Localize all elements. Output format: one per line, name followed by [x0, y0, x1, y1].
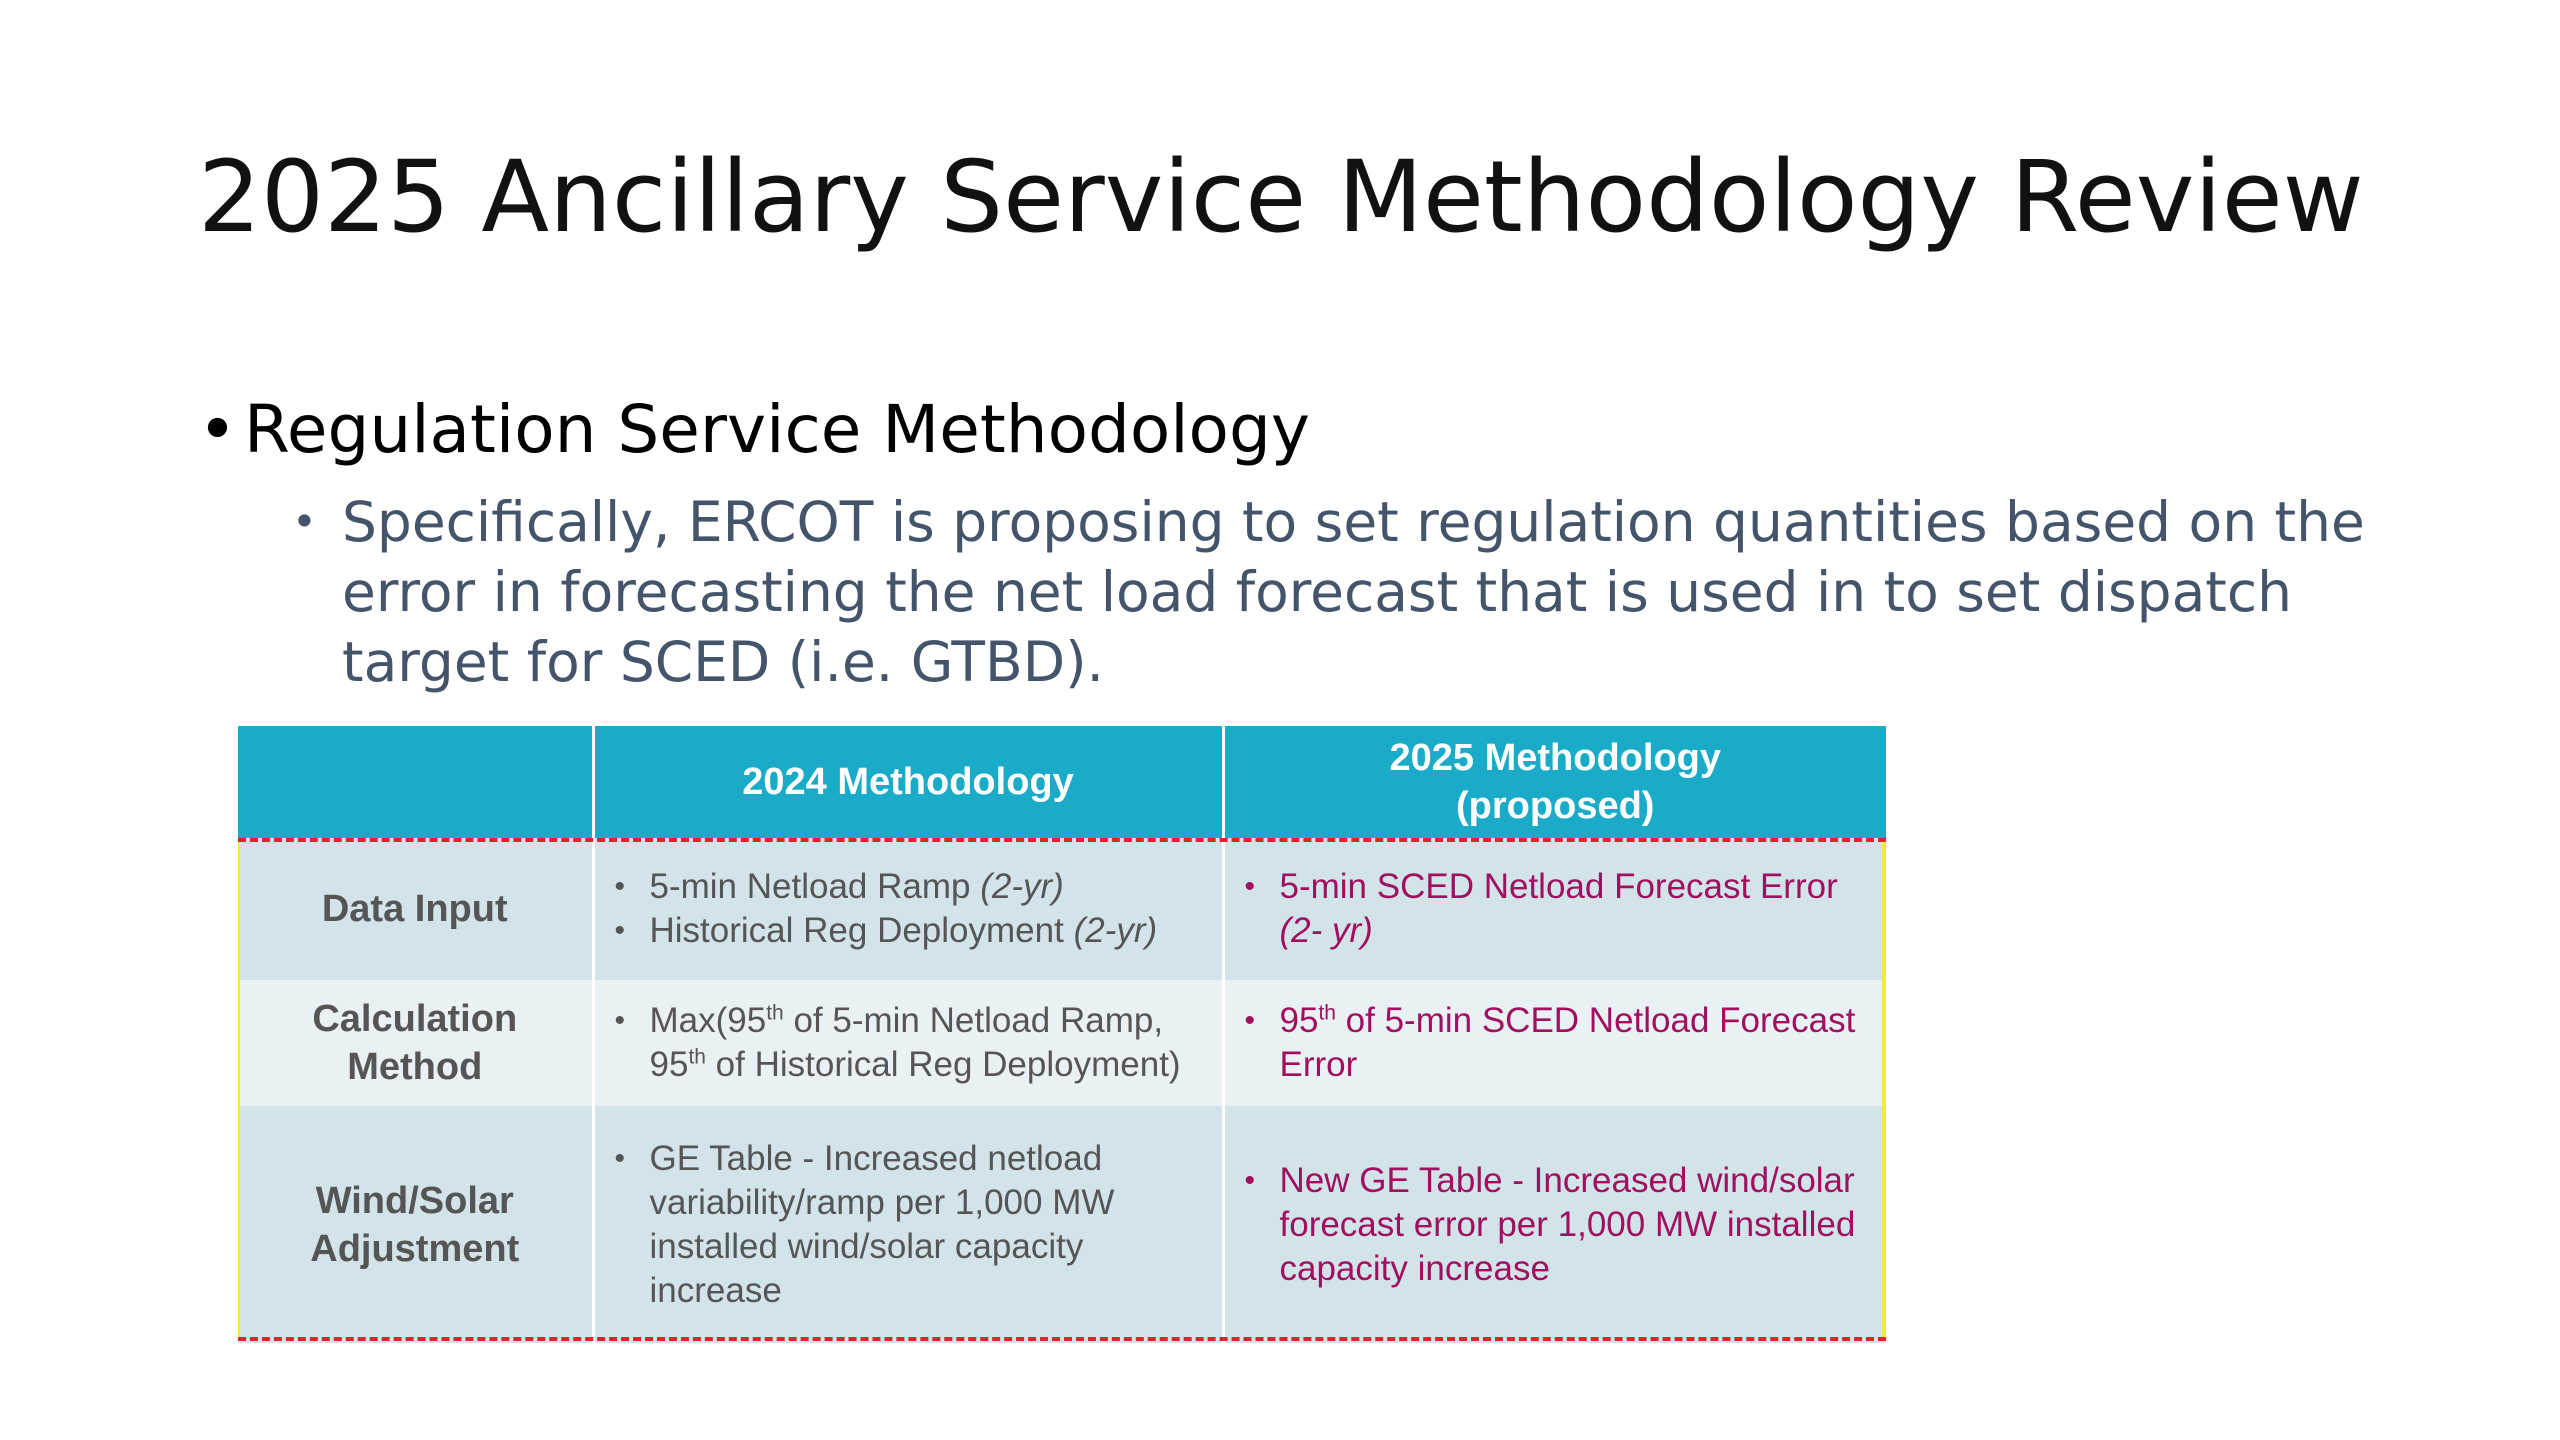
bullet-dot: •	[198, 391, 237, 468]
header-2025-line1: 2025 Methodology	[1389, 737, 1721, 779]
dashed-border-bottom	[238, 1337, 1886, 1341]
list-item: • Max(95th of 5-min Netload Ramp, 95th of Historical Reg Deployment)	[615, 999, 1222, 1087]
table-header-row	[238, 726, 1886, 838]
bullet-level1-text: Regulation Service Methodology	[244, 391, 1310, 468]
header-2025-methodology	[1223, 726, 1886, 838]
list-item: • 95th of 5-min SCED Netload Forecast Error	[1245, 999, 1887, 1087]
list-item: • Historical Reg Deployment (2-yr)	[615, 909, 1222, 953]
bullet-level1	[198, 392, 1310, 468]
bullet-list	[595, 865, 1222, 953]
row-label-data-input: Data Input	[238, 838, 593, 980]
methodology-table	[238, 726, 1886, 1343]
bullet-list	[1225, 865, 1887, 953]
slide-title: 2025 Ancillary Service Methodology Review	[198, 140, 2364, 255]
header-2025-line2: (proposed)	[1456, 785, 1655, 827]
table-row-wind-solar-adjustment	[238, 1106, 1886, 1343]
methodology-table-container	[238, 726, 1886, 1343]
bullet-level2-text: Specifically, ERCOT is proposing to set regulation quantities based on the error in forecasting the net load forecast that is used in to set dispatch target for SCED (i.e. GTBD).	[342, 490, 2365, 694]
bullet-list	[1225, 999, 1887, 1087]
list-item: • 5-min SCED Netload Forecast Error (2- yr)	[1245, 865, 1887, 953]
list-item: • 5-min Netload Ramp (2-yr)	[615, 865, 1222, 909]
bullet-dot: •	[292, 497, 317, 546]
list-item: • GE Table - Increased netload variability/ramp per 1,000 MW installed wind/solar capacity increase	[615, 1137, 1222, 1313]
cell-2025-data-input	[1223, 838, 1886, 980]
bullet-list	[595, 999, 1222, 1087]
header-2024-methodology: 2024 Methodology	[593, 726, 1223, 838]
bullet-list	[595, 1137, 1222, 1313]
list-item: • New GE Table - Increased wind/solar forecast error per 1,000 MW installed capacity increase	[1245, 1159, 1887, 1291]
bullet-level2	[292, 487, 2412, 697]
cell-2024-wind-solar-adjustment	[593, 1106, 1223, 1343]
table-row-calculation-method	[238, 980, 1886, 1106]
row-label-calculation-method: Calculation Method	[238, 980, 593, 1106]
cell-2024-calculation-method	[593, 980, 1223, 1106]
dashed-border-top	[238, 838, 1886, 842]
cell-2025-wind-solar-adjustment	[1223, 1106, 1886, 1343]
cell-2025-calculation-method	[1223, 980, 1886, 1106]
row-label-wind-solar-adjustment: Wind/Solar Adjustment	[238, 1106, 593, 1343]
bullet-list	[1225, 1159, 1887, 1291]
table-row-data-input	[238, 838, 1886, 980]
cell-2024-data-input	[593, 838, 1223, 980]
header-blank-cell	[238, 726, 593, 838]
